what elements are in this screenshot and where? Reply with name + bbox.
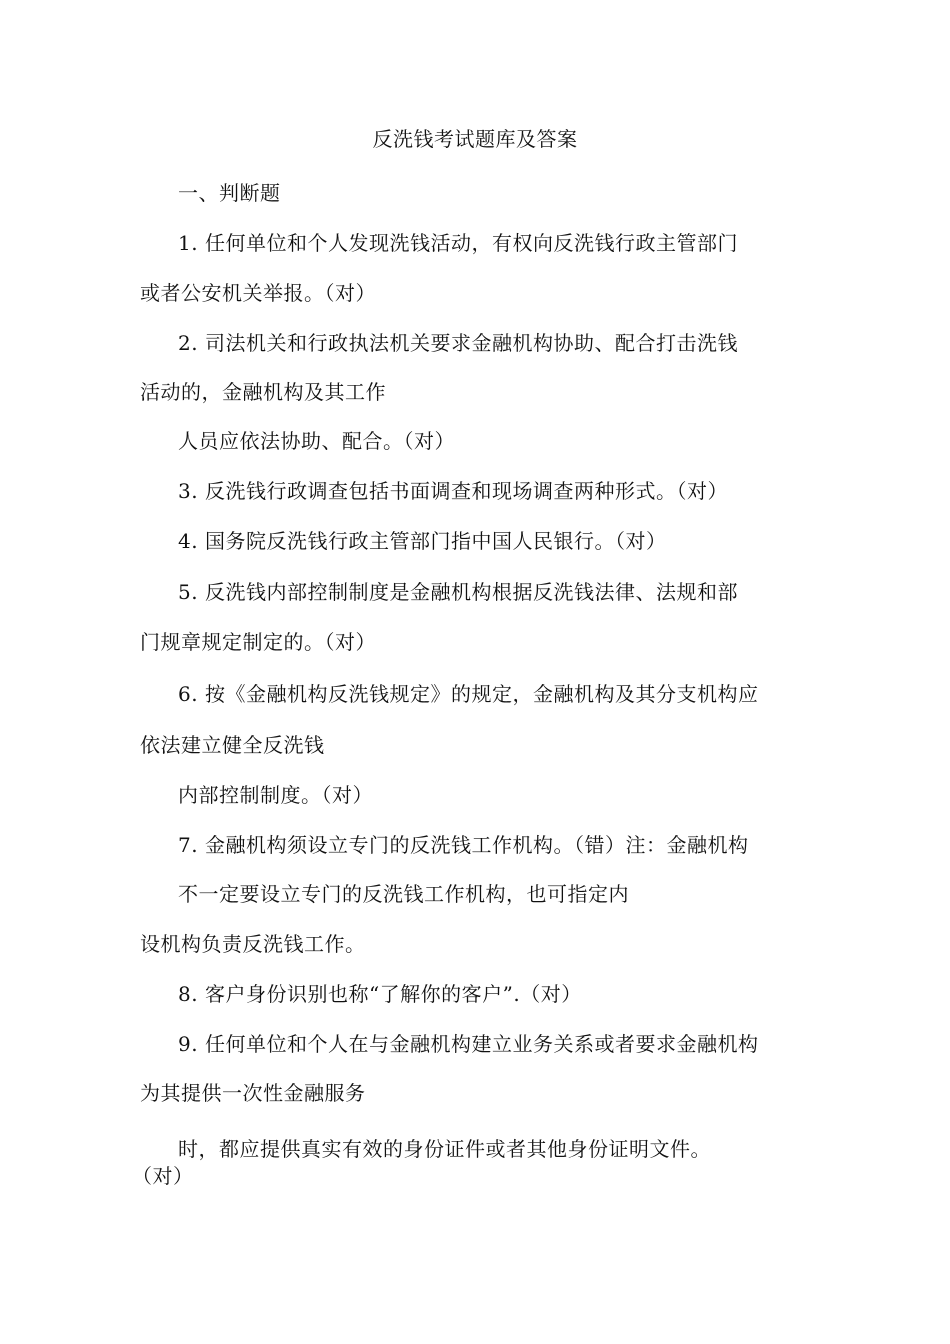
section-heading: 一、判断题 <box>178 181 281 205</box>
paragraph-line: 人员应依法协助、配合。（对） <box>178 429 455 453</box>
paragraph-line: 时，都应提供真实有效的身份证件或者其他身份证明文件。 <box>178 1137 711 1161</box>
paragraph-line: 9. 任何单位和个人在与金融机构建立业务关系或者要求金融机构 <box>178 1032 759 1056</box>
paragraph-line: 或者公安机关举报。（对） <box>140 281 376 305</box>
paragraph-line: 2. 司法机关和行政执法机关要求金融机构协助、配合打击洗钱 <box>178 331 738 355</box>
paragraph-line: （对） <box>132 1164 194 1188</box>
paragraph-line: 为其提供一次性金融服务 <box>140 1081 366 1105</box>
paragraph-line: 1. 任何单位和个人发现洗钱活动，有权向反洗钱行政主管部门 <box>178 231 738 255</box>
paragraph-line: 设机构负责反洗钱工作。 <box>140 932 366 956</box>
paragraph-line: 7. 金融机构须设立专门的反洗钱工作机构。（错）注：金融机构 <box>178 833 749 857</box>
document-title: 反洗钱考试题库及答案 <box>372 127 578 151</box>
paragraph-line: 不一定要设立专门的反洗钱工作机构，也可指定内 <box>178 882 629 906</box>
paragraph-line: 活动的，金融机构及其工作 <box>140 380 386 404</box>
paragraph-line: 5. 反洗钱内部控制制度是金融机构根据反洗钱法律、法规和部 <box>178 580 738 604</box>
paragraph-line: 3. 反洗钱行政调查包括书面调查和现场调查两种形式。（对） <box>178 479 728 503</box>
paragraph-line: 6. 按《金融机构反洗钱规定》的规定，金融机构及其分支机构应 <box>178 682 759 706</box>
paragraph-line: 内部控制制度。（对） <box>178 783 373 807</box>
paragraph-line: 8. 客户身份识别也称“了解你的客户”.（对） <box>178 982 582 1006</box>
paragraph-line: 4. 国务院反洗钱行政主管部门指中国人民银行。（对） <box>178 529 667 553</box>
paragraph-line: 门规章规定制定的。（对） <box>140 630 376 654</box>
paragraph-line: 依法建立健全反洗钱 <box>140 733 325 757</box>
